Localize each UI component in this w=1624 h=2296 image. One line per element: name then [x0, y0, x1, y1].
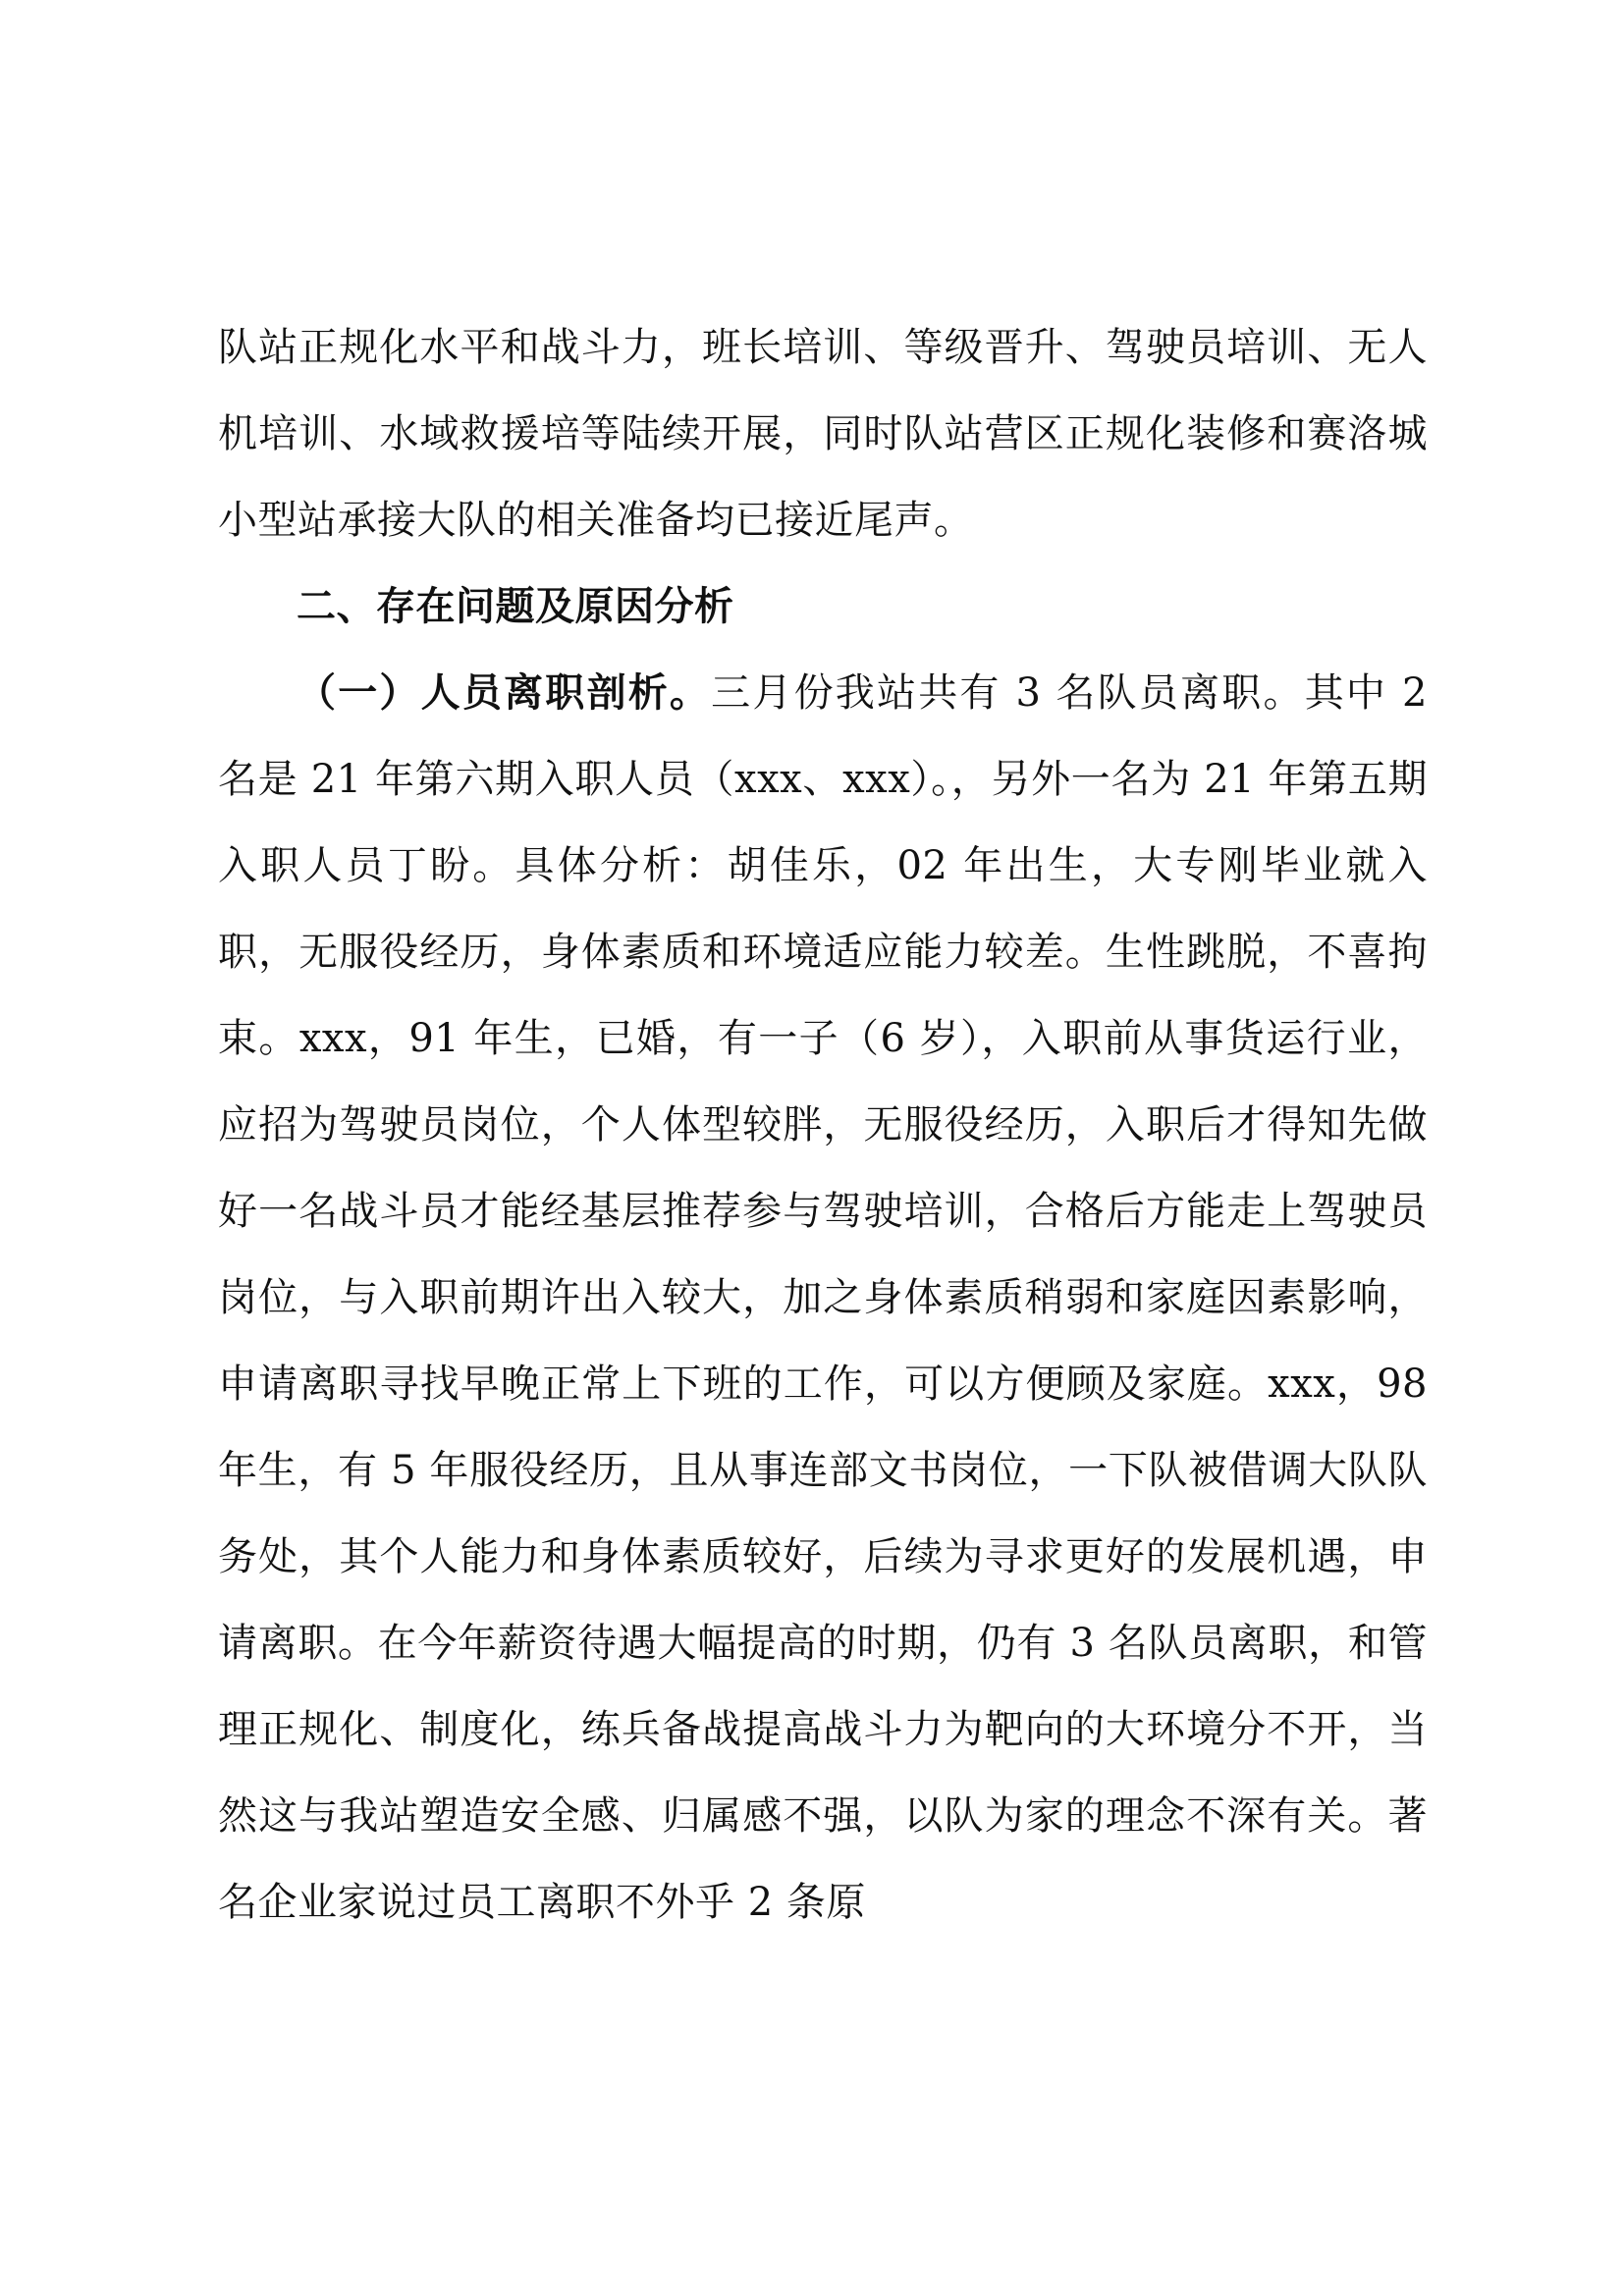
document-body: [218, 304, 1428, 1946]
subsection-lead: （一）人员离职剖析。: [297, 669, 712, 716]
paragraph-continued: 队站正规化水平和战斗力，班长培训、等级晋升、驾驶员培训、无人机培训、水域救援培等陆续开展，同时队站营区正规化装修和赛洛城小型站承接大队的相关准备均已接近尾声。: [218, 325, 1428, 543]
paragraph-personnel-turnover: [218, 650, 1428, 1946]
paragraph-body-text: 三月份我站共有 3 名队员离职。其中 2 名是 21 年第六期入职人员（xxx、xxx）。，另外一名为 21 年第五期入职人员丁盼。具体分析：胡佳乐，02 年出生，大专刚毕业就入职，无服役经历，身体素质和环境适应能力较差。生性跳脱，不喜拘束。xxx，91 年生，已婚，有一子（6 岁），入职前从事货运行业，应招为驾驶员岗位，个人体型较胖，无服役经历，入职后才得知先做好一名战斗员才能经基层推荐参与驾驶培训，合格后方能走上驾驶员岗位，与入职前期许出入较大，加之身体素质稍弱和家庭因素影响，申请离职寻找早晚正常上下班的工作，可以方便顾及家庭。xxx，98 年生，有 5 年服役经历，且从事连部文书岗位，一下队被借调大队队务处，其个人能力和身体素质较好，后续为寻求更好的发展机遇，申请离职。在今年薪资待遇大幅提高的时期，仍有 3 名队员离职，和管理正规化、制度化，练兵备战提高战斗力为靶向的大环境分不开，当然这与我站塑造安全感、归属感不强，以队为家的理念不深有关。著名企业家说过员工离职不外乎 2 条原: [218, 670, 1429, 1925]
section-heading: 二、存在问题及原因分析: [297, 584, 734, 629]
